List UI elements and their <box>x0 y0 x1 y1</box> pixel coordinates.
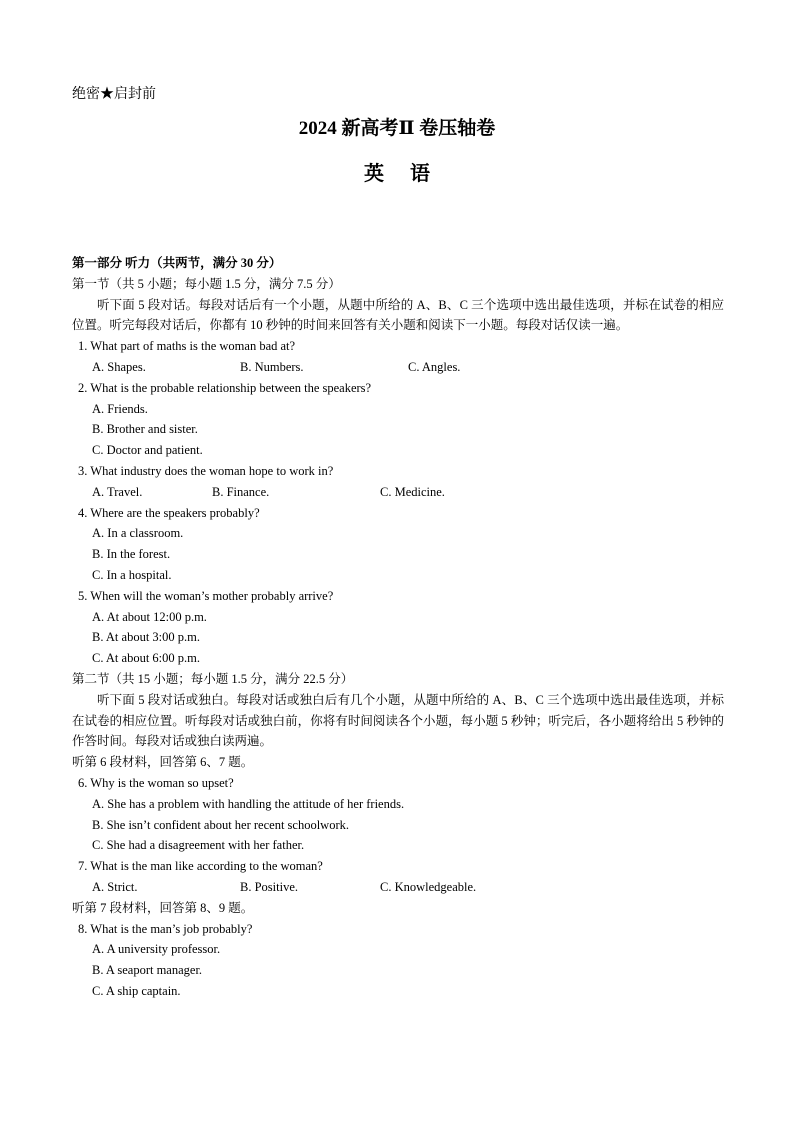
option-a: A. At about 12:00 p.m. <box>92 609 207 624</box>
option-b: B. Numbers. <box>240 359 304 374</box>
question-stem: 6. Why is the woman so upset? <box>78 775 234 790</box>
question-options <box>72 357 724 378</box>
option-b: B. Positive. <box>240 879 298 894</box>
question-stem: 7. What is the man like according to the woman? <box>78 859 323 874</box>
option-b: B. Finance. <box>212 484 270 499</box>
option-b: B. A seaport manager. <box>92 963 203 978</box>
option-c: C. A ship captain. <box>92 983 181 998</box>
exam-title: 2024 新高考Ⅱ 卷压轴卷 <box>298 118 496 139</box>
option-a: A. She has a problem with handling the attitude of her friends. <box>92 796 405 811</box>
exam-body <box>72 253 724 1002</box>
option-b: B. She isn’t confident about her recent schoolwork. <box>92 817 350 832</box>
option-c: C. Angles. <box>408 359 461 374</box>
question-stem: 5. When will the woman’s mother probably arrive? <box>78 588 334 603</box>
section2-heading: 第二节（共 15 小题；每小题 1.5 分，满分 22.5 分） <box>72 671 354 686</box>
question-stem: 4. Where are the speakers probably? <box>78 505 260 520</box>
section1-heading: 第一节（共 5 小题；每小题 1.5 分，满分 7.5 分） <box>72 276 341 291</box>
option-c: C. Medicine. <box>380 484 445 499</box>
option-a: A. Shapes. <box>92 359 146 374</box>
subject-title: 英语 <box>364 163 456 185</box>
option-c: C. She had a disagreement with her father. <box>92 838 305 853</box>
confidential-label: 绝密★启封前 <box>72 87 156 102</box>
question-stem: 2. What is the probable relationship between the speakers? <box>78 380 372 395</box>
option-c: C. Knowledgeable. <box>380 879 477 894</box>
section2-instructions: 听下面 5 段对话或独白。每段对话或独白后有几个小题，从题中所给的 A、B、C 三个选项中选出最佳选项，并标在试卷的相应位置。听每段对话或独白前，你将有时间阅读各个小题，每小题 5 秒钟；听完后，各小题将给出 5 秒钟的作答时间。每段对话或独白读两遍。 <box>72 692 724 749</box>
option-c: C. Doctor and patient. <box>92 443 203 458</box>
question-stem: 8. What is the man’s job probably? <box>78 921 253 936</box>
material-6-note: 听第 6 段材料，回答第 6、7 题。 <box>72 755 254 770</box>
option-c: C. In a hospital. <box>92 567 172 582</box>
option-a: A. Strict. <box>92 879 138 894</box>
option-b: B. In the forest. <box>92 547 171 562</box>
option-c: C. At about 6:00 p.m. <box>92 651 200 666</box>
option-b: B. Brother and sister. <box>92 422 198 437</box>
material-7-note: 听第 7 段材料，回答第 8、9 题。 <box>72 900 254 915</box>
section1-instructions: 听下面 5 段对话。每段对话后有一个小题，从题中所给的 A、B、C 三个选项中选出最佳选项，并标在试卷的相应位置。听完每段对话后，你都有 10 秒钟的时间来回答有关小题和阅读下一小题。每段对话仅读一遍。 <box>72 297 724 333</box>
question-options <box>72 877 724 898</box>
part1-heading: 第一部分 听力（共两节，满分 30 分） <box>72 256 282 270</box>
question-options <box>72 482 724 503</box>
option-a: A. Travel. <box>92 484 143 499</box>
option-a: A. In a classroom. <box>92 526 184 541</box>
option-b: B. At about 3:00 p.m. <box>92 630 200 645</box>
question-stem: 3. What industry does the woman hope to work in? <box>78 463 334 478</box>
question-stem: 1. What part of maths is the woman bad at? <box>78 339 296 354</box>
option-a: A. Friends. <box>92 401 148 416</box>
option-a: A. A university professor. <box>92 942 221 957</box>
